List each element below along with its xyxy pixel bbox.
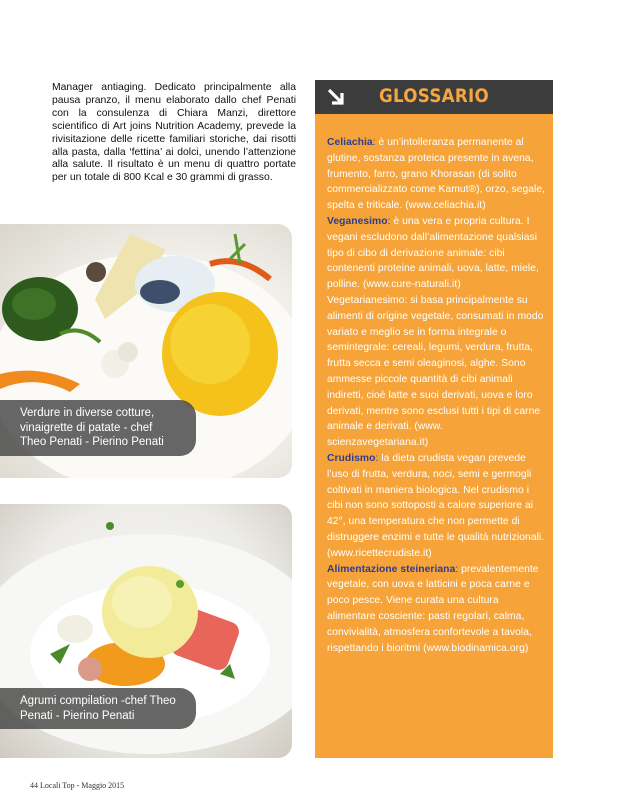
glossary-definition: prevalentemente vegetale, con uova e latticini e poca carne e poco pesce. Viene curata una cultura alimentare cosciente: pasti regolari, calma, convivialità, atmosfera confortevole a tavola, rispettando i bioritmi (www.biodinamica.org)	[327, 563, 539, 654]
glossary-entry-veganesimo	[327, 214, 546, 293]
glossary-entry-crudismo	[327, 451, 546, 562]
glossary-box	[315, 114, 553, 758]
glossary-separator: :	[372, 137, 376, 148]
glossary-separator: :	[455, 563, 459, 575]
glossary-separator: :	[375, 452, 379, 464]
glossary-term: Veganesimo	[327, 215, 388, 227]
glossary-entry-steineriana	[327, 562, 546, 657]
glossary-header	[315, 80, 553, 114]
photo-vegetables	[0, 224, 292, 478]
glossary-separator: :	[387, 215, 391, 227]
glossary-definition: è un’intolleranza permanente al glutine, sostanza proteica presente in avena, frumento, farro, grano Khorasan (di solito commercializzato come Kamut®), orzo, segale, spelta e triticale. (www.celiachia.it)	[327, 137, 546, 212]
glossary-definition: è una vera e propria cultura. I vegani escludono dall’alimentazione qualsiasi tipo di cibo di derivazione animale: cibi contenenti proteine animali, uova, latte, miele, polline. (www.cure-naturali.it)	[327, 215, 539, 291]
glossary-entry-vegetarianesimo	[327, 293, 546, 451]
glossary-definition: Vegetarianesimo: si basa principalmente su alimenti di origine vegetale, consumati in modo variato e meglio se in forma integrale o semintegrale: cereali, legumi, verdura, frutta, frutta secca e semi oleaginosi, alghe. Sono ammesse piccole quantità di cibi animali indiretti, cioè latte e suoi derivati, uova e loro derivati, mentre sono esclusi tutti i tipi di carne animale e derivati. (www. scienzavegetariana.it)	[327, 294, 544, 449]
glossary-definition: la dieta crudista vegan prevede l’uso di frutta, verdura, noci, semi e germogli coltivati in maniera biologica. Nel crudismo i cibi non sono sottoposti a calore superiore ai 42°, una temperatura che non permette di distruggere enzimi e tutte le qualità nutrizionali. (www.ricettecrudiste.it)	[327, 452, 545, 559]
intro-paragraph: Manager antiaging. Dedicato principalmente alla pausa pranzo, il menu elaborato dallo chef Penati con la consulenza di Chiara Manzi, direttore scientifico di Art joins Nutrition Academy, prevede la rivisitazione delle ricette familiari storiche, dai risotti alla pasta, dalla ‘fettina’ ai dolci, unendo l’attenzione alla salute. Il risultato è un menu di quattro portate per un totale di 800 Kcal e 30 grammi di grasso.	[52, 82, 296, 184]
glossary-entry-celiachia	[327, 135, 546, 214]
glossary-title: GLOSSARIO	[379, 85, 489, 107]
photo-caption: Verdure in diverse cotture, vinaigrette di patate - chef Theo Penati - Pierino Penati	[0, 400, 196, 456]
glossary-term: Alimentazione steineriana	[327, 563, 456, 575]
arrow-down-right-icon	[327, 88, 345, 106]
page-footer: 44 Locali Top - Maggio 2015	[30, 781, 125, 790]
photo-caption: Agrumi compilation -chef Theo Penati - Pierino Penati	[0, 688, 196, 729]
glossary-term: Celiachia	[327, 137, 373, 148]
photo-citrus	[0, 504, 292, 758]
glossary-term: Crudismo	[327, 452, 376, 464]
